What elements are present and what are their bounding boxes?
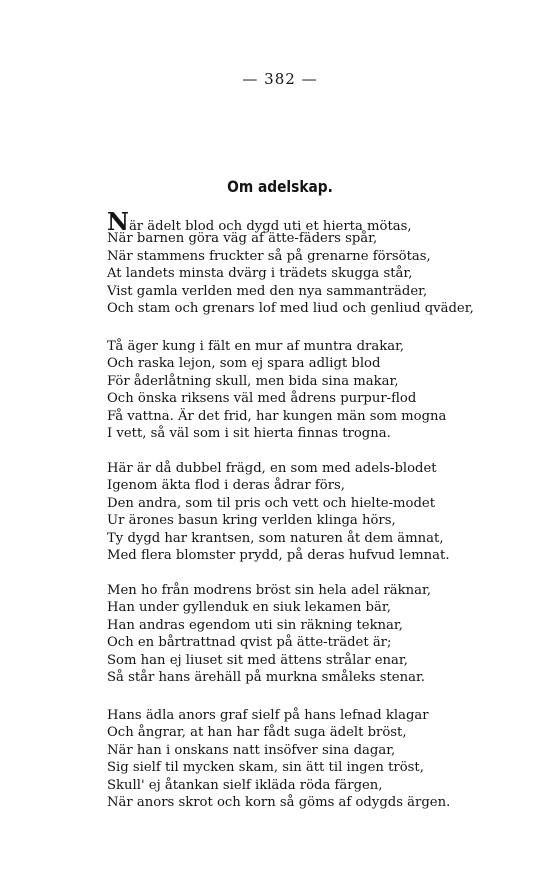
poem-line-rest: är ädelt blod och dygd uti et hierta mötas, [128, 219, 412, 234]
poem-line: Skull' ej åtankan sielf ikläda röda färgen, [107, 777, 383, 793]
poem-line: Han andras egendom uti sin räkning teknar, [107, 617, 403, 633]
poem-title: Om adelskap. [227, 177, 333, 196]
poem-line: Den andra, som til pris och vett och hielte-modet [107, 495, 436, 511]
poem-line: Och raska lejon, som ej spara adligt blod [107, 356, 381, 372]
poem-line: Här är då dubbel frägd, en som med adels-blodet [107, 461, 437, 476]
poem-line: När han i onskans natt insöfver sina dagar, [107, 742, 396, 758]
poem-line: Som han ej liuset sit med ättens strålar enar, [107, 652, 408, 668]
poem-line: Men ho från modrens bröst sin hela adel räknar, [107, 583, 432, 598]
poem-line: Vist gamla verlden med den nya sammanträder, [107, 283, 428, 299]
poem-line: Få vattna. Är det frid, har kungen män som mogna [107, 408, 447, 424]
poem-line: För åderlåtning skull, men bida sina makar, [107, 373, 399, 389]
poem-line: Sig sielf til mycken skam, sin ätt til ingen tröst, [107, 760, 424, 776]
poem-line: När anors skrot och korn så göms af odygds ärgen. [107, 794, 451, 810]
poem-line: Ur ärones basun kring verlden klinga hörs, [107, 513, 396, 529]
drop-initial: N [107, 207, 129, 236]
poem-line [107, 207, 557, 236]
poem-line: Med flera blomster prydd, på deras hufvud lemnat. [107, 547, 450, 563]
stanza [107, 460, 557, 564]
poem-line: Hans ädla anors graf sielf på hans lefnad klagar [107, 708, 429, 723]
poem-line: Ty dygd har krantsen, som naturen åt dem ämnat, [107, 530, 444, 546]
poem-line: Och ångrar, at han har fådt suga ädelt bröst, [107, 725, 407, 741]
poem-line: Tå äger kung i fält en mur af muntra drakar, [107, 339, 405, 354]
poem-line: Igenom äkta flod i deras ådrar förs, [107, 478, 345, 494]
poem-line: Så står hans ärehäll på murkna småleks stenar. [107, 669, 425, 685]
poem-line: Och en bårtrattnad qvist på ätte-trädet är; [107, 635, 392, 651]
stanza [107, 207, 557, 317]
poem-line: När barnen göra väg af ätte-fäders spår, [107, 231, 378, 247]
poem-line: I vett, så väl som i sit hierta finnas trogna. [107, 425, 391, 441]
stanza [107, 338, 557, 442]
poem-line: Han under gyllenduk en siuk lekamen bär, [107, 600, 391, 616]
stanza [107, 707, 557, 811]
stanza [107, 582, 557, 686]
poem-line: Och önska riksens väl med ådrens purpur-flod [107, 391, 417, 407]
page-number: — 382 — [242, 70, 318, 88]
poem-line: At landets minsta dvärg i trädets skugga står, [107, 266, 413, 282]
poem-line: När stammens fruckter så på grenarne försötas, [107, 248, 431, 264]
poem-line: Och stam och grenars lof med liud och genliud qväder, [107, 300, 474, 316]
